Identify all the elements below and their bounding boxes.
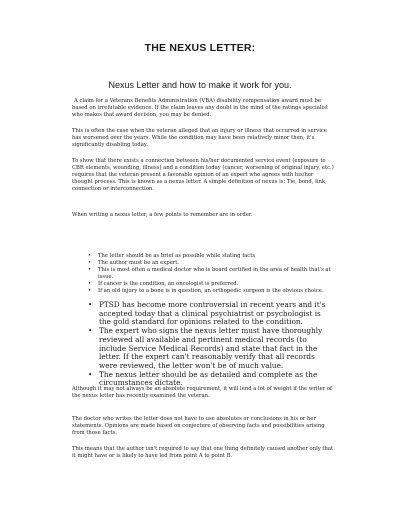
paragraph-point-a-b: This means that the author isn't required to say that one thing definitely caused another only that it might have or is likely to have led from point A to point B. (72, 446, 334, 460)
list-item: • If cancer is the condition, an oncologist is preferred. (88, 281, 334, 288)
document-title: THE NEXUS LETTER: (144, 42, 256, 54)
document-subtitle: Nexus Letter and how to make it work for you. (108, 80, 292, 90)
large-bullet-list (88, 301, 334, 388)
paragraph-examined: Although it may not always be an absolute requirement, it will lend a lot of weight if the writer of the nexus letter has recently examined the veteran. (72, 386, 332, 400)
paragraph-points-intro: When writing a nexus letter, a few points to remember are in order. (72, 212, 253, 218)
list-item: • PTSD has become more controversial in recent years and it's accepted today that a clinical psychiatrist or psychologist is the gold standard for opinions related to the condition. (88, 301, 334, 327)
list-item: • The author must be an expert. (88, 260, 334, 267)
small-bullet-list (88, 253, 334, 296)
list-item: • This is most often a medical doctor who is board certified in the area of health that's at issue. (88, 267, 334, 281)
list-item: • The nexus letter should be as detailed and complete as the circumstances dictate. (88, 371, 334, 388)
list-item: • The letter should be as brief as possible while stating facts (88, 253, 334, 260)
paragraph-intro: A claim for a Veterans Benefits Administration (VBA) disability compensation award must be based on irrefutable evidence. If the claim leaves any doubt in the mind of the ratings specialist who makes that award decision, you may be denied. (72, 98, 328, 119)
list-item: • The expert who signs the nexus letter must have thoroughly reviewed all available and pertinent medical records (to include Service Medical Records) and state that fact in the letter. If the expert can't reasonably verify that all records were reviewed, the letter won't be of much value. (88, 327, 334, 371)
list-item: • If an old injury to a bone is in question, an orthopedic surgeon is the obvious choice. (88, 288, 334, 295)
paragraph-nexus-definition: To show that there exists a connection between his/her documented service event (exposure to CBR elements, wounding, illness) and a condition today (cancer, worsening of original injury, etc.) requires that the veteran present a favorable opinion of an expert who agrees with his/her thought process. This is known as a nexus letter. A simple definition of nexus is: Tie, bond, link, connection or interconnection. (72, 158, 334, 193)
paragraph-absolutes: The doctor who writes the letter does not have to use absolutes or conclusions in his or her statements. Opinions are made based on conjecture of observing facts and possibilities arising from those facts. (72, 416, 325, 437)
paragraph-worsened: This is often the case when the veteran alleged that an injury or illness that occurred in service has worsened over the years. While the condition may have been relatively minor then, it's significantly disabling today. (72, 128, 327, 149)
